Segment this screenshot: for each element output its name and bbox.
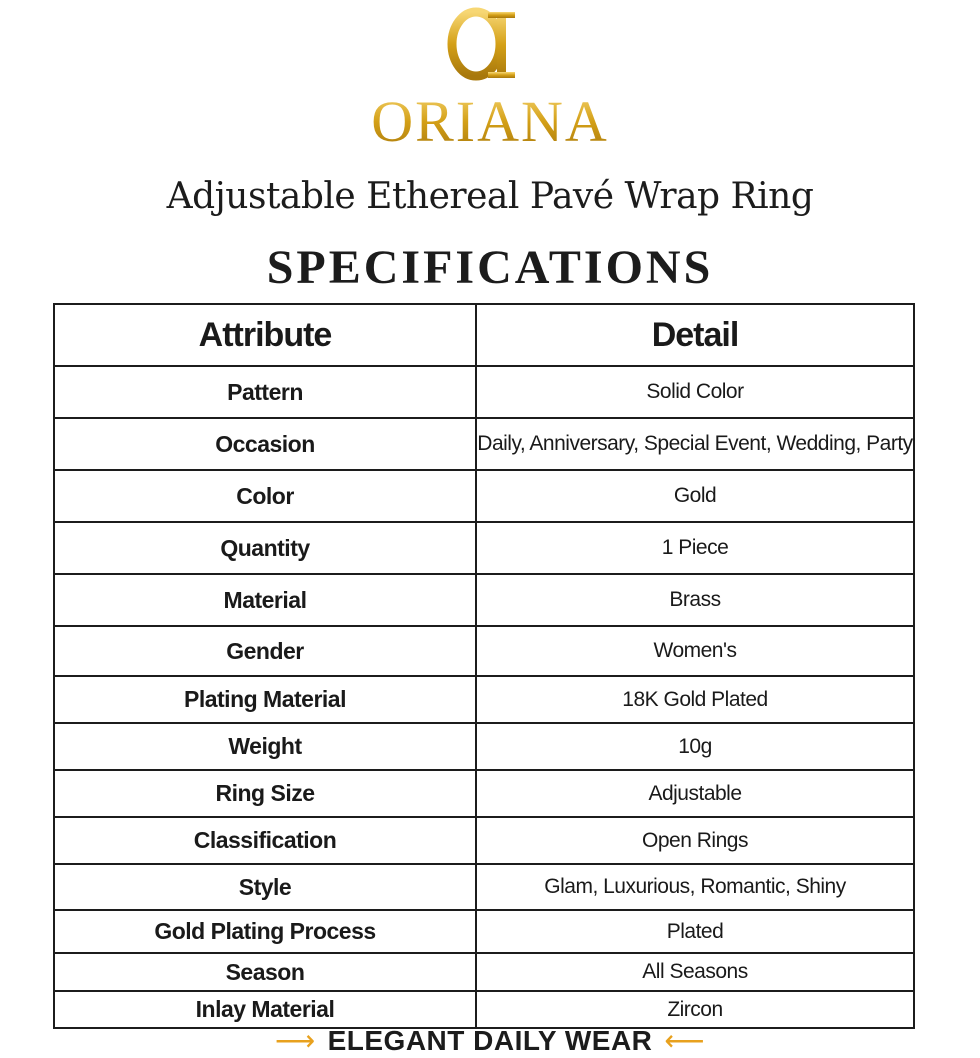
table-row — [54, 770, 914, 817]
table-row — [54, 864, 914, 910]
table-row — [54, 991, 914, 1028]
arrow-left-icon: ⟵ — [664, 1025, 706, 1056]
product-title: Adjustable Ethereal Pavé Wrap Ring — [166, 176, 814, 217]
table-row — [54, 366, 914, 418]
header-attribute: Attribute — [54, 304, 476, 366]
attribute-cell: Occasion — [54, 418, 476, 470]
detail-cell: 1 Piece — [476, 522, 914, 574]
attribute-cell: Ring Size — [54, 770, 476, 817]
table-row — [54, 522, 914, 574]
table-row — [54, 910, 914, 953]
detail-cell: Open Rings — [476, 817, 914, 864]
detail-cell: Solid Color — [476, 366, 914, 418]
header-detail: Detail — [476, 304, 914, 366]
specifications-table — [53, 303, 915, 1029]
section-title: SPECIFICATIONS — [266, 241, 714, 294]
table-row — [54, 817, 914, 864]
detail-cell: 10g — [476, 723, 914, 770]
attribute-cell: Inlay Material — [54, 991, 476, 1028]
table-row — [54, 470, 914, 522]
table-row — [54, 723, 914, 770]
oriana-logo-icon — [340, 4, 640, 152]
detail-cell: Adjustable — [476, 770, 914, 817]
table-row — [54, 676, 914, 723]
attribute-cell: Pattern — [54, 366, 476, 418]
attribute-cell: Plating Material — [54, 676, 476, 723]
attribute-cell: Season — [54, 953, 476, 991]
brand-logo — [0, 4, 980, 152]
detail-cell: Gold — [476, 470, 914, 522]
table-header-row — [54, 304, 914, 366]
attribute-cell: Gold Plating Process — [54, 910, 476, 953]
attribute-cell: Color — [54, 470, 476, 522]
attribute-cell: Classification — [54, 817, 476, 864]
detail-cell: 18K Gold Plated — [476, 676, 914, 723]
arrow-right-icon: ⟶ — [274, 1025, 316, 1056]
detail-cell: Plated — [476, 910, 914, 953]
detail-cell: Daily, Anniversary, Special Event, Wedding, Party — [476, 418, 914, 470]
detail-cell: Glam, Luxurious, Romantic, Shiny — [476, 864, 914, 910]
table-row — [54, 418, 914, 470]
attribute-cell: Material — [54, 574, 476, 626]
table-row — [54, 574, 914, 626]
table-row — [54, 626, 914, 676]
attribute-cell: Weight — [54, 723, 476, 770]
table-row — [54, 953, 914, 991]
brand-name: ORIANA — [371, 89, 609, 152]
attribute-cell: Quantity — [54, 522, 476, 574]
detail-cell: Zircon — [476, 991, 914, 1028]
detail-cell: Brass — [476, 574, 914, 626]
attribute-cell: Gender — [54, 626, 476, 676]
footer-tagline — [0, 1024, 980, 1057]
footer-text: ELEGANT DAILY WEAR — [327, 1025, 653, 1056]
detail-cell: Women's — [476, 626, 914, 676]
detail-cell: All Seasons — [476, 953, 914, 991]
attribute-cell: Style — [54, 864, 476, 910]
